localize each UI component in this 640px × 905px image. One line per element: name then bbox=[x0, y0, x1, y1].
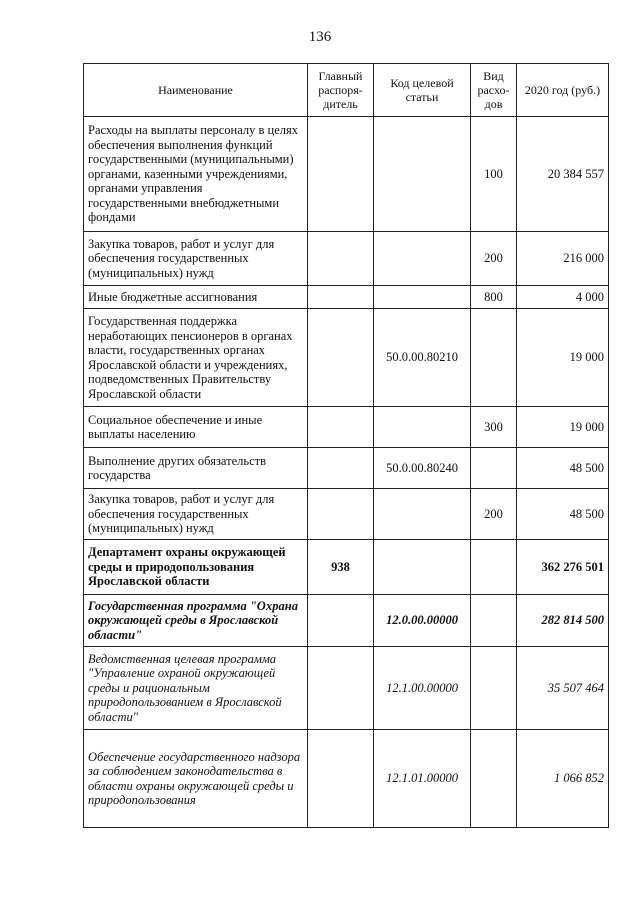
row-name: Ведомственная целевая программа "Управление охраной окружающей среды и рациональным природопользованием в Ярославской области" bbox=[84, 647, 308, 730]
header-name: Наименование bbox=[84, 64, 308, 117]
table-row bbox=[84, 730, 609, 828]
row-manager bbox=[308, 448, 374, 489]
row-code bbox=[374, 286, 471, 309]
row-type bbox=[471, 309, 517, 407]
row-amount: 48 500 bbox=[517, 489, 609, 540]
row-code bbox=[374, 489, 471, 540]
row-manager bbox=[308, 595, 374, 647]
row-amount: 19 000 bbox=[517, 309, 609, 407]
row-manager bbox=[308, 232, 374, 286]
row-name: Иные бюджетные ассигнования bbox=[84, 286, 308, 309]
row-type bbox=[471, 448, 517, 489]
table-row bbox=[84, 489, 609, 540]
table-row bbox=[84, 407, 609, 448]
row-name: Выполнение других обязательств государства bbox=[84, 448, 308, 489]
row-name: Расходы на выплаты персоналу в целях обеспечения выполнения функций государственными (муниципальными) органами, казенными учреждениями, органами управления государственными внебюджетными фондами bbox=[84, 117, 308, 232]
header-target-code: Код целевой статьи bbox=[374, 64, 471, 117]
row-code: 12.1.00.00000 bbox=[374, 647, 471, 730]
row-code: 50.0.00.80240 bbox=[374, 448, 471, 489]
row-manager bbox=[308, 117, 374, 232]
table-row bbox=[84, 117, 609, 232]
row-name: Социальное обеспечение и иные выплаты населению bbox=[84, 407, 308, 448]
table-row bbox=[84, 595, 609, 647]
table-header-row bbox=[84, 64, 609, 117]
row-amount: 1 066 852 bbox=[517, 730, 609, 828]
table-row bbox=[84, 647, 609, 730]
row-name: Государственная поддержка неработающих пенсионеров в органах власти, государственных органах Ярославской области и учреждениях, подведомственных Правительству Ярославской области bbox=[84, 309, 308, 407]
table-row bbox=[84, 286, 609, 309]
header-amount: 2020 год (руб.) bbox=[517, 64, 609, 117]
row-type: 100 bbox=[471, 117, 517, 232]
row-manager: 938 bbox=[308, 540, 374, 595]
row-type: 200 bbox=[471, 232, 517, 286]
row-code: 12.1.01.00000 bbox=[374, 730, 471, 828]
budget-table bbox=[83, 63, 609, 828]
row-code: 12.0.00.00000 bbox=[374, 595, 471, 647]
header-manager: Главный распоря-дитель bbox=[308, 64, 374, 117]
row-code bbox=[374, 117, 471, 232]
row-name: Обеспечение государственного надзора за соблюдением законодательства в области охраны окружающей среды и природопользования bbox=[84, 730, 308, 828]
row-manager bbox=[308, 489, 374, 540]
row-amount: 4 000 bbox=[517, 286, 609, 309]
row-code: 50.0.00.80210 bbox=[374, 309, 471, 407]
table-row bbox=[84, 309, 609, 407]
row-type bbox=[471, 595, 517, 647]
row-code bbox=[374, 540, 471, 595]
row-name: Государственная программа "Охрана окружающей среды в Ярославской области" bbox=[84, 595, 308, 647]
row-amount: 20 384 557 bbox=[517, 117, 609, 232]
row-amount: 35 507 464 bbox=[517, 647, 609, 730]
row-manager bbox=[308, 286, 374, 309]
table-row bbox=[84, 540, 609, 595]
row-name: Закупка товаров, работ и услуг для обеспечения государственных (муниципальных) нужд bbox=[84, 232, 308, 286]
row-name: Департамент охраны окружающей среды и природопользования Ярославской области bbox=[84, 540, 308, 595]
table-row bbox=[84, 448, 609, 489]
row-manager bbox=[308, 647, 374, 730]
row-type bbox=[471, 730, 517, 828]
row-amount: 216 000 bbox=[517, 232, 609, 286]
row-manager bbox=[308, 730, 374, 828]
row-amount: 362 276 501 bbox=[517, 540, 609, 595]
row-type bbox=[471, 647, 517, 730]
row-type: 300 bbox=[471, 407, 517, 448]
row-type: 200 bbox=[471, 489, 517, 540]
row-name: Закупка товаров, работ и услуг для обеспечения государственных (муниципальных) нужд bbox=[84, 489, 308, 540]
header-expense-type: Вид расхо-дов bbox=[471, 64, 517, 117]
row-amount: 282 814 500 bbox=[517, 595, 609, 647]
page-number: 136 bbox=[308, 29, 332, 45]
row-amount: 48 500 bbox=[517, 448, 609, 489]
row-manager bbox=[308, 309, 374, 407]
row-type: 800 bbox=[471, 286, 517, 309]
row-type bbox=[471, 540, 517, 595]
table-row bbox=[84, 232, 609, 286]
row-code bbox=[374, 407, 471, 448]
row-amount: 19 000 bbox=[517, 407, 609, 448]
row-code bbox=[374, 232, 471, 286]
row-manager bbox=[308, 407, 374, 448]
